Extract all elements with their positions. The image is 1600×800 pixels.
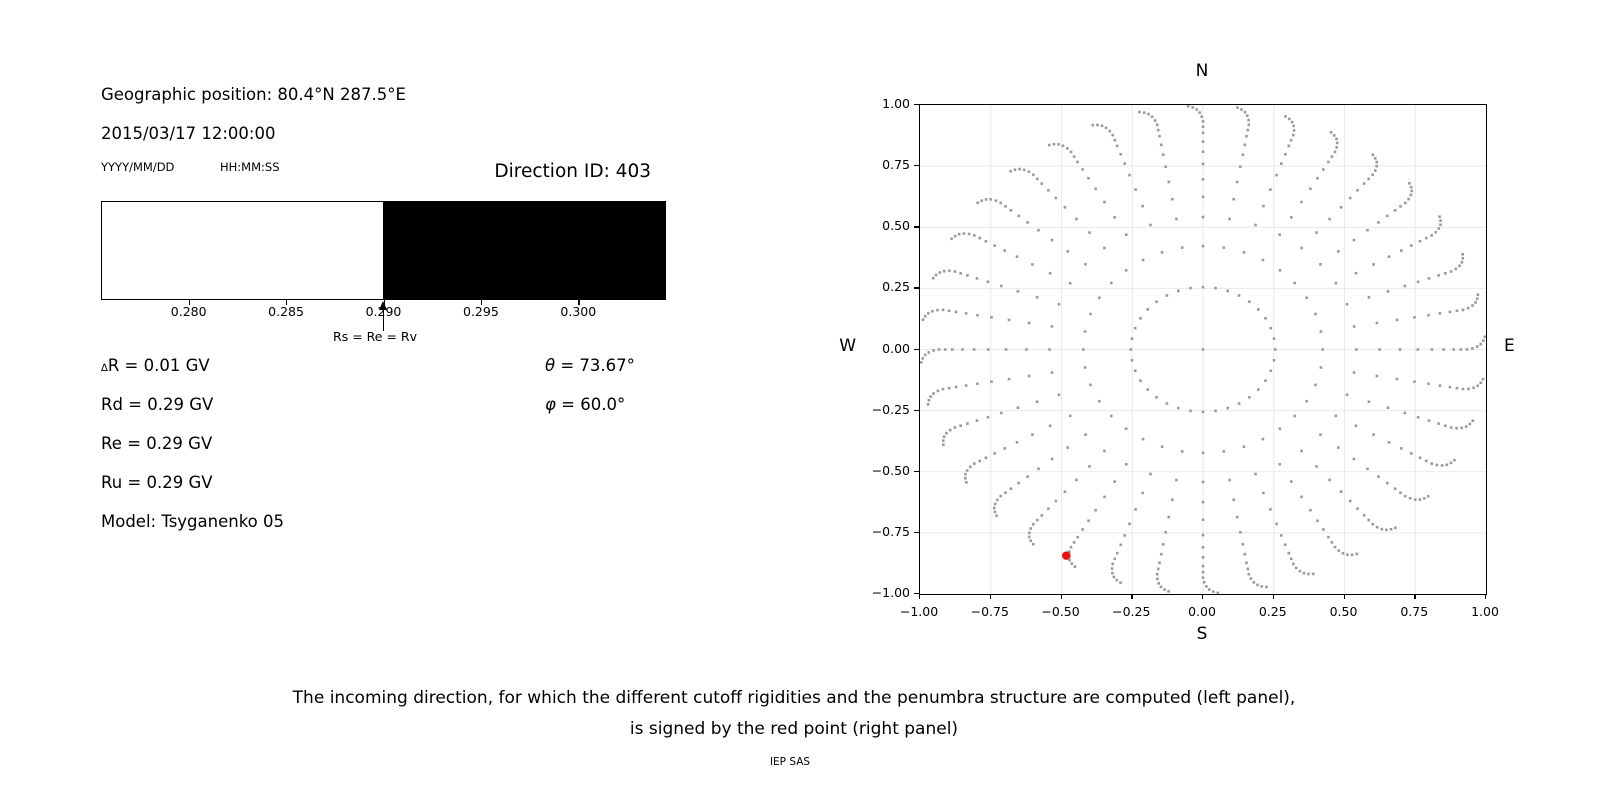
x-tick-mark <box>1273 594 1274 599</box>
y-tick-label: 0.75 <box>882 157 910 173</box>
rc-annotation-label: Rs = Re = Rv <box>333 329 417 344</box>
penumbra-bar <box>101 201 666 300</box>
y-tick-label: −0.75 <box>871 523 910 539</box>
y-tick-label: 0.50 <box>882 218 910 234</box>
credit-text: IEP SAS <box>769 756 811 768</box>
x-tick-label: 0.75 <box>1400 604 1429 619</box>
direction-plot <box>919 104 1487 595</box>
date-format-label: YYYY/MM/DD <box>101 160 175 174</box>
x-tick-label: −0.50 <box>1041 604 1080 619</box>
caption-line-2: is signed by the red point (right panel) <box>629 719 959 739</box>
x-tick-mark <box>1485 594 1486 599</box>
x-tick-label: 0.50 <box>1329 604 1358 619</box>
x-tick-mark <box>1061 594 1062 599</box>
x-tick-label: 0.25 <box>1258 604 1287 619</box>
y-tick-label: 1.00 <box>882 96 910 111</box>
compass-west-label: W <box>839 336 856 356</box>
re-value: Re = 0.29 GV <box>101 434 213 453</box>
x-tick-label: −0.75 <box>970 604 1009 619</box>
y-tick-mark <box>914 287 919 288</box>
geographic-position-text: Geographic position: 80.4°N 287.5°E <box>101 85 406 104</box>
bar-tick-label: 0.280 <box>170 304 207 319</box>
x-tick-label: −0.25 <box>1112 604 1151 619</box>
bar-tick-label: 0.300 <box>560 304 597 319</box>
y-tick-mark <box>914 532 919 533</box>
y-tick-label: −0.25 <box>871 401 910 417</box>
compass-east-label: E <box>1504 336 1515 356</box>
x-tick-label: 0.00 <box>1188 604 1216 619</box>
x-tick-mark <box>1131 594 1132 599</box>
rd-value: Rd = 0.29 GV <box>101 395 214 414</box>
x-tick-label: 1.00 <box>1471 604 1499 619</box>
x-tick-mark <box>1202 594 1203 599</box>
theta-value: θ = 73.67° <box>545 356 635 375</box>
x-tick-mark <box>1344 594 1345 599</box>
datetime-text: 2015/03/17 12:00:00 <box>101 124 276 143</box>
forbidden-band <box>383 202 665 299</box>
y-tick-label: 0.00 <box>882 340 910 356</box>
y-tick-mark <box>914 593 919 594</box>
y-tick-mark <box>914 410 919 411</box>
bar-tick-label: 0.285 <box>268 304 304 319</box>
y-tick-mark <box>914 226 919 227</box>
compass-north-label: N <box>1195 61 1209 81</box>
direction-id-text: Direction ID: 403 <box>494 161 651 182</box>
selected-direction-point <box>1062 551 1071 560</box>
x-tick-mark <box>990 594 991 599</box>
x-tick-mark <box>919 594 920 599</box>
y-tick-label: −0.50 <box>871 462 910 478</box>
bar-tick-label: 0.290 <box>365 304 402 319</box>
ru-value: Ru = 0.29 GV <box>101 473 213 492</box>
delta-r-value: ∆R = 0.01 GV <box>101 356 210 375</box>
x-tick-label: −1.00 <box>899 604 939 619</box>
direction-scatter-svg <box>920 105 1486 594</box>
compass-south-label: S <box>1196 624 1208 644</box>
phi-value: φ = 60.0° <box>545 395 626 414</box>
y-tick-label: 0.25 <box>882 279 910 295</box>
y-tick-mark <box>914 471 919 472</box>
time-format-label: HH:MM:SS <box>220 160 280 174</box>
y-tick-mark <box>914 104 919 105</box>
y-tick-mark <box>914 349 919 350</box>
x-tick-mark <box>1414 594 1415 599</box>
direction-dots <box>920 105 1486 594</box>
caption-line-1: The incoming direction, for which the different cutoff rigidities and the penumbra structure are computed (left panel), <box>292 688 1296 708</box>
y-tick-label: −1.00 <box>871 585 910 600</box>
delta-symbol: ∆ <box>101 363 108 374</box>
phi-symbol: φ <box>545 395 556 414</box>
theta-symbol: θ <box>545 356 556 375</box>
model-name: Model: Tsyganenko 05 <box>101 512 285 531</box>
y-tick-mark <box>914 165 919 166</box>
bar-tick-label: 0.295 <box>463 304 499 319</box>
